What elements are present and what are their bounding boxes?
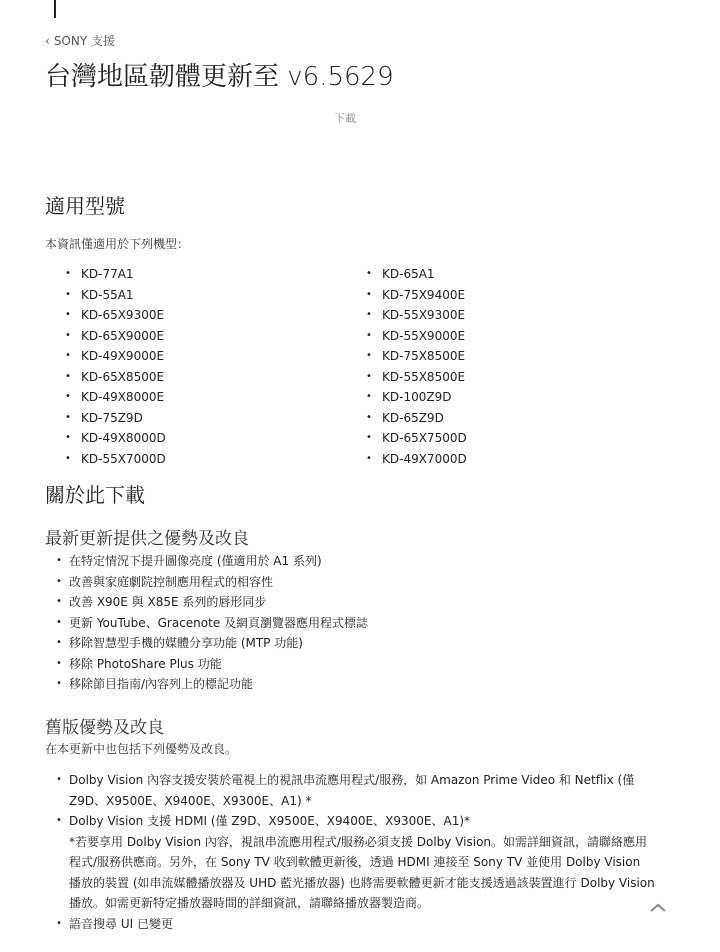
scroll-top-button[interactable] — [648, 900, 668, 914]
models-list-right — [366, 264, 467, 469]
page-title: 台灣地區韌體更新至 v6.5629 — [45, 62, 394, 92]
model-item: • KD-65X9300E — [65, 305, 166, 326]
list-item: • 移除節目指南/內容列上的標記功能 — [56, 674, 656, 695]
model-item: • KD-55X9300E — [366, 305, 467, 326]
model-item: • KD-49X9000E — [65, 346, 166, 367]
model-item: • KD-55X7000D — [65, 449, 166, 470]
list-item-text: Dolby Vision 支援 HDMI (僅 Z9D、X9500E、X9400E、X9300E、A1)* — [69, 814, 471, 828]
about-heading: 關於此下載 — [45, 483, 145, 507]
model-item: • KD-49X8000D — [65, 428, 166, 449]
model-item: • KD-65X8500E — [65, 367, 166, 388]
model-item: • KD-65Z9D — [366, 408, 467, 429]
model-item: • KD-65X9000E — [65, 326, 166, 347]
old-list — [56, 770, 656, 934]
model-item: • KD-49X8000E — [65, 387, 166, 408]
chevron-left-icon: ‹ — [45, 34, 50, 48]
list-item: • 移除 PhotoShare Plus 功能 — [56, 654, 656, 675]
model-item: • KD-75X8500E — [366, 346, 467, 367]
chevron-up-icon — [648, 901, 668, 915]
list-item: • 改善 X90E 與 X85E 系列的唇形同步 — [56, 592, 656, 613]
list-item: • 更新 YouTube、Gracenote 及網頁瀏覽器應用程式標誌 — [56, 613, 656, 634]
latest-list — [56, 551, 656, 695]
model-item: • KD-55A1 — [65, 285, 166, 306]
list-item: • 在特定情況下提升圖像亮度 (僅適用於 A1 系列) — [56, 551, 656, 572]
back-link-label: SONY 支援 — [53, 34, 115, 48]
download-link[interactable]: 下載 — [334, 112, 356, 125]
model-item: • KD-75Z9D — [65, 408, 166, 429]
old-heading: 舊版優勢及改良 — [45, 718, 164, 738]
model-item: • KD-65X7500D — [366, 428, 467, 449]
model-item: • KD-65A1 — [366, 264, 467, 285]
list-item-text: 語音搜尋 UI 已變更 — [69, 916, 173, 931]
list-item — [56, 914, 656, 935]
model-item: • KD-49X7000D — [366, 449, 467, 470]
latest-heading: 最新更新提供之優勢及改良 — [45, 529, 249, 549]
list-item: • 移除智慧型手機的媒體分享功能 (MTP 功能) — [56, 633, 656, 654]
old-note: 在本更新中也包括下列優勢及改良。 — [45, 742, 238, 756]
list-item — [56, 770, 656, 811]
model-item: • KD-100Z9D — [366, 387, 467, 408]
list-item: • 改善與家庭劇院控制應用程式的相容性 — [56, 572, 656, 593]
model-item: • KD-55X9000E — [366, 326, 467, 347]
top-divider — [54, 0, 56, 18]
list-item-text: Dolby Vision 內容支援安裝於電視上的視訊串流應用程式/服務，如 Amazon Prime Video 和 Netflix (僅 Z9D、X9500E、X9400E、X9300E、A1) * — [69, 773, 635, 808]
model-item: • KD-55X8500E — [366, 367, 467, 388]
back-link[interactable] — [45, 32, 115, 49]
models-list-left — [65, 264, 166, 469]
model-item: • KD-75X9400E — [366, 285, 467, 306]
list-item-footnote: *若要享用 Dolby Vision 內容，視訊串流應用程式/服務必須支援 Dolby Vision。如需詳細資訊，請聯絡應用程式/服務供應商。另外，在 Sony TV 收到軟體更新後，透過 HDMI 連接至 Sony TV 並使用 Dolby Vision 播放的裝置 (如串流媒體播放器及 UHD 藍光播放器) 也將需要軟體更新才能支援透過該裝置進行 Dolby Vision 播放。如需更新特定播放器時間的詳細資訊，請聯絡播放器製造商。 — [69, 834, 655, 910]
list-item — [56, 811, 656, 914]
models-note: 本資訊僅適用於下列機型： — [45, 237, 190, 251]
model-item: • KD-77A1 — [65, 264, 166, 285]
models-heading: 適用型號 — [45, 194, 125, 218]
